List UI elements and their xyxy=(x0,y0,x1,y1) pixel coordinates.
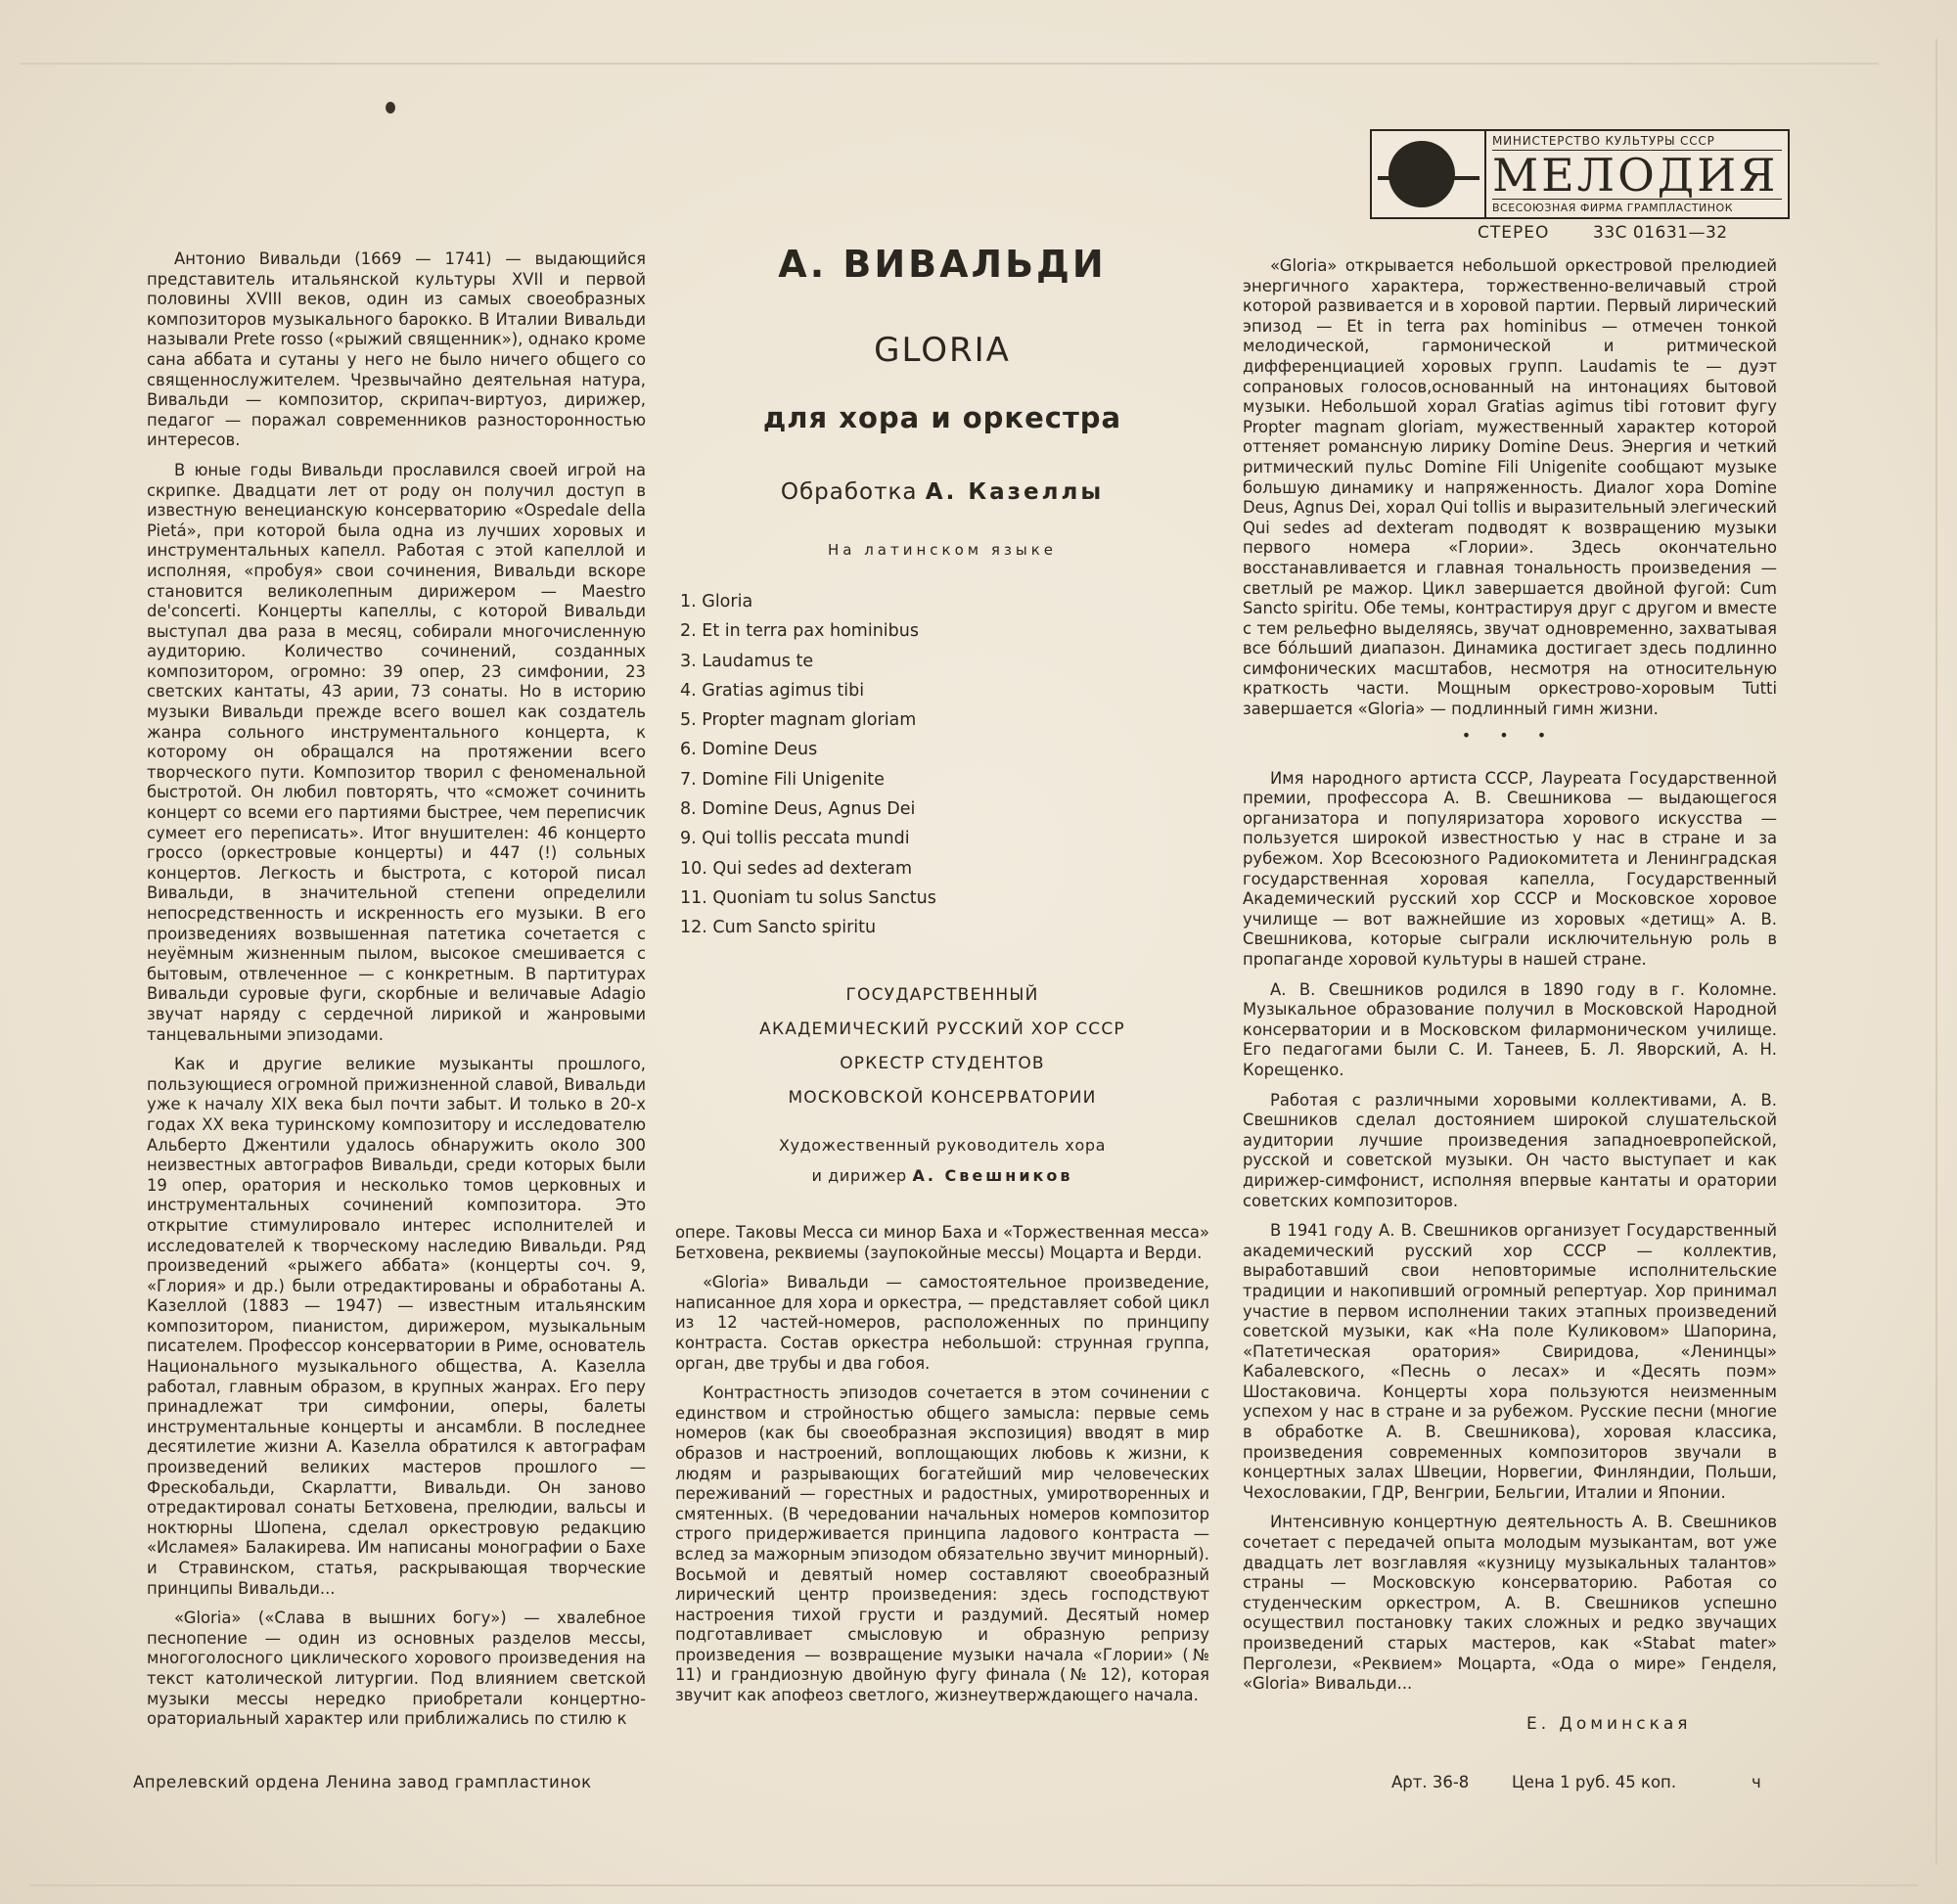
melodiya-emblem-icon xyxy=(1372,131,1486,217)
performer-line: ОРКЕСТР СТУДЕНТОВ xyxy=(840,1054,1045,1073)
paragraph: Интенсивную концертную деятельность А. В. Свешников сочетает с передачей опыта молодым музыкантам, вот уже двадцать лет возглавляя «кузницу музыкальных талантов» страны — Московскую консерваторию. Работая со студенческим оркестром, А. В. Свешников успешно осуществил постановку таких сложных и редко звучащих произведений старых мастеров, как «Stabat mater» Перголези, «Реквием» Моцарта, «Ода о мире» Генделя, «Gloria» Вивальди... xyxy=(1243,1513,1777,1694)
track-item: 1. Gloria xyxy=(680,592,753,612)
arrangement-name: А. Казеллы xyxy=(925,479,1105,505)
catalog-number: 33С 01631—32 xyxy=(1593,223,1728,243)
paragraph: «Gloria» Вивальди — самостоятельное произведение, написанное для хора и оркестра, — представляет собой цикл из 12 частей-номеров, расположенных по принципу контраста. Состав оркестра небольшой: струнная группа, орган, две трубы и два гобоя. xyxy=(675,1273,1209,1373)
track-item: 8. Domine Deus, Agnus Dei xyxy=(680,799,916,820)
ink-spot xyxy=(386,102,395,113)
paragraph: В юные годы Вивальди прославился своей игрой на скрипке. Двадцати лет от роду он получил доступ в известную венецианскую консерваторию «Ospedale della Pietá», при которой была одна из лучших хоровых и инструментальных капелл. Работая с этой капеллой и исполняя, «пробуя» свои сочинения, Вивальди вскоре становится великолепным дирижером — Maestro de'concerti. Концерты капеллы, с которой Вивальди выступал два раза в месяц, собирали многочисленную аудиторию. Количество сочинений, созданных композитором, огромно: 39 опер, 23 симфонии, 23 светских кантаты, 43 арии, 73 сонаты. Но в историю музыки Вивальди прежде всего вошел как создатель жанра сольного инструментального концерта, к которому он обращался на протяжении всего творческого пути. Композитор творил с феноменальной быстротой. Он любил повторять, что «сможет сочинить концерт со всеми его партиями быстрее, чем переписчик сумеет его переписать». Итог внушителен: 46 концерто гроссо (оркестровые концерты) и 447 (!) сольных концертов. Легкость и быстрота, с которой писал Вивальди, в значительной степени определили непосредственность и искренность его музыки. В его произведениях возвышенная патетика сочетается с неуёмным жизненным пылом, высокое смешивается с бытовым, отвлеченное — с конкретным. В партитурах Вивальди суровые фуги, скорбные и величавые Adagio звучат наряду с сердечной лирикой и жанровыми танцевальными эпизодами. xyxy=(147,460,646,1044)
paragraph: В 1941 году А. В. Свешников организует Государственный академический русский хор СССР — коллектив, выработавший свои неповторимые исполнительские традиции и накопивший огромный репертуар. Хор принимал участие в первом исполнении таких этапных произведений советской музыки, как «На поле Куликовом» Шапорина, «Патетическая оратория» Свиридова, «Ленинцы» Кабалевского, «Песнь о лесах» и «Десять поэм» Шостаковича. Концерты хора пользуются неизменным успехом у нас в стране и за рубежом. Русские песни (многие в обработке А. В. Свешникова), хоровая классика, произведения современных композиторов звучали в концертных залах Швеции, Норвегии, Финляндии, Польши, Чехословакии, ГДР, Венгрии, Бельгии, Италии и Японии. xyxy=(1243,1221,1777,1502)
author-signature: Е. Доминская xyxy=(1526,1714,1692,1734)
sleeve-edge-top xyxy=(20,63,1879,65)
melodiya-logo xyxy=(1370,129,1790,219)
paragraph: «Gloria» открывается небольшой оркестровой прелюдией энергичного характера, торжественно-величавый строй которой развивается и в хоровой партии. Первый лирический эпизод — Et in terra pax hominibus — отмечен тонкой мелодической, гармонической и ритмической дифференциацией хоровых групп. Laudamis te — дуэт сопрановых голосов,основанный на интонациях бытовой музыки. Небольшой хорал Gratias agimus tibi готовит фугу Propter magnam gloriam, мужественный характер которой оттеняет романсную лирику Domine Deus. Энергия и четкий ритмический пульс Domine Fili Unigenite сообщают музыке большую динамику и напряженность. Диалог хора Domine Deus, Agnus Dei, хорал Qui tollis и выразительный элегический Qui sedes ad dexteram подводят к возвращению музыки первого номера «Глории». Здесь окончательно восстанавливается и главная тональность произведения — светлый ре мажор. Цикл завершается двойной фугой: Cum Sancto spiritu. Обе темы, контрастируя друг с другом и вместе с тем рельефно выделяясь, звучат одновременно, захватывая все бо́льший диапазон. Динамика достигает здесь подлинно симфонических масштабов, несмотря на относительную краткость части. Мощным оркестрово-хоровым Tutti завершается «Gloria» — подлинный гимн жизни. xyxy=(1243,256,1777,719)
track-item: 7. Domine Fili Unigenite xyxy=(680,769,885,790)
paragraph: «Gloria» («Слава в вышних богу») — хвалебное песнопение — один из основных разделов мессы, многоголосного циклического хорового произведения на текст католической литургии. Под влиянием светской музыки мессы нередко приобретали концертно-ораториальный характер или приближались по стилю к xyxy=(147,1609,646,1729)
track-list xyxy=(680,587,936,943)
performer-line: МОСКОВСКОЙ КОНСЕРВАТОРИИ xyxy=(788,1088,1097,1108)
paragraph: А. В. Свешников родился в 1890 году в г. Коломне. Музыкальное образование получил в Московской Народной консерватории и в Московском филармоническом училище. Его педагогами были С. И. Танеев, Б. Л. Яворский, А. Н. Корещенко. xyxy=(1243,979,1777,1079)
director-credit xyxy=(675,1130,1209,1191)
section-separator: • • • xyxy=(1461,726,1559,745)
right-text-column xyxy=(1243,256,1777,1704)
sleeve-edge-bottom xyxy=(29,1884,1918,1886)
paragraph: опере. Таковы Месса си минор Баха и «Торжественная месса» Бетховена, реквиемы (заупокойные мессы) Моцарта и Верди. xyxy=(675,1223,1209,1262)
paragraph: Как и другие великие музыканты прошлого, пользующиеся огромной прижизненной славой, Вивальди уже к началу XIX века был почти забыт. И только в 20-х годах XX века туринскому композитору и исследователю Альберто Джентили удалось обнаружить около 300 неизвестных автографов Вивальди, среди которых были 19 опер, оратория и несколько томов церковных и инструментальных сочинений композитора. Это открытие стимулировало интерес исполнителей и исследователей к творческому наследию Вивальди. Ряд произведений «рыжего аббата» (концерты соч. 9, «Глория» и др.) были отредактированы и обработаны А. Казеллой (1883 — 1947) — известным итальянским композитором, пианистом, дирижером, музыкальным писателем. Профессор консерватории в Риме, основатель Национального музыкального общества, А. Казелла работал, главным образом, в крупных жанрах. Его перу принадлежат три симфонии, оперы, балеты инструментальные концерты и ансамбли. В последнее десятилетие жизни А. Казелла обратился к автографам произведений великих мастеров прошлого — Фрескобальди, Скарлатти, Вивальди. Он заново отредактировал сонаты Бетховена, прелюдии, вальсы и ноктюрны Шопена, сделал оркестровую редакцию «Исламея» Балакирева. Им написаны монографии о Бахе и Стравинском, статья, раскрывающая творческие принципы Вивальди... xyxy=(147,1055,646,1598)
director-prefix: и дирижер xyxy=(811,1166,907,1185)
track-item: 2. Et in terra pax hominibus xyxy=(680,621,919,642)
track-item: 6. Domine Deus xyxy=(680,740,818,760)
composer-title: А. ВИВАЛЬДИ xyxy=(778,243,1107,286)
director-line-1: Художественный руководитель хора xyxy=(778,1136,1107,1155)
logo-text-block xyxy=(1486,131,1788,217)
director-line-2 xyxy=(675,1160,1209,1191)
language-note: На латинском языке xyxy=(827,541,1057,559)
track-item: 5. Propter magnam gloriam xyxy=(680,710,917,731)
arrangement-line xyxy=(675,479,1209,505)
paragraph: Работая с различными хоровыми коллективами, А. В. Свешников сделал достоянием широкой слушательской аудитории лучшие произведения западноевропейской, русской и советской музыки. Он часто выступает и как дирижер-симфонист, исполняя впервые кантаты и оратории советских композиторов. xyxy=(1243,1090,1777,1210)
logo-ministry: МИНИСТЕРСТВО КУЛЬТУРЫ СССР xyxy=(1492,134,1782,151)
sleeve-edge-right xyxy=(1935,39,1937,1865)
track-item: 9. Qui tollis peccata mundi xyxy=(680,829,910,849)
track-item: 3. Laudamus te xyxy=(680,651,814,671)
track-item: 4. Gratias agimus tibi xyxy=(680,680,865,701)
left-text-column xyxy=(147,249,646,1740)
paragraph: Контрастность эпизодов сочетается в этом сочинении с единством и стройностью общего замысла: первые семь номеров (как бы своеобразная экспозиция) вводят в мир образов и настроений, воплощающих любовь к жизни, к людям и разрывающих богатейший мир человеческих переживаний — горестных и радостных, умиротворенных и смятенных. (В чередовании начальных номеров композитор строго придерживается принципа ладового контраста — вслед за мажорным эпизодом обязательно звучит минорный). Восьмой и девятый номер составляют своеобразный лирический центр произведения: здесь господствуют настроения тихой грусти и раздумий. Десятый номер подготавливает смысловую и образную репризу произведения — возвращение музыки начала «Глории» (№ 11) и грандиозную двойную фугу финала (№ 12), которая звучит как апофеоз светлого, жизнеутверждающего начала. xyxy=(675,1383,1209,1705)
work-subtitle: для хора и оркестра xyxy=(762,401,1122,434)
logo-firm: ВСЕСОЮЗНАЯ ФИРМА ГРАМПЛАСТИНОК xyxy=(1492,199,1782,214)
paragraph: Антонио Вивальди (1669 — 1741) — выдающийся представитель итальянской культуры XVII и первой половины XVIII веков, один из самых своеобразных композиторов музыкального барокко. В Италии Вивальди называли Prete rosso («рыжий священник»), однако кроме сана аббата и сутаны у него не было ничего общего со священнослужителем. Чрезвычайно деятельная натура, Вивальди — композитор, скрипач-виртуоз, дирижер, педагог — поражал современников разносторонностью интересов. xyxy=(147,249,646,450)
performer-line: ГОСУДАРСТВЕННЫЙ xyxy=(845,985,1039,1005)
price-label: Цена 1 руб. 45 коп. xyxy=(1512,1773,1677,1791)
factory-credit: Апрелевский ордена Ленина завод грампластинок xyxy=(133,1773,592,1791)
performer-line: АКАДЕМИЧЕСКИЙ РУССКИЙ ХОР СССР xyxy=(759,1020,1125,1039)
middle-text-column xyxy=(675,1223,1209,1716)
performers-block xyxy=(675,978,1209,1115)
paragraph: Имя народного артиста СССР, Лауреата Государственной премии, профессора А. В. Свешникова — выдающегося организатора и популяризатора хорового искусства — пользуется широкой известностью у нас в стране и за рубежом. Хор Всесоюзного Радиокомитета и Ленинградская государственная хоровая капелла, Государственный Академический русский хор СССР и Московское хоровое училище — вот важнейшие из хоровых «детищ» А. В. Свешникова, которые сыграли исключительную роль в пропаганде хоровой культуры в нашей стране. xyxy=(1243,768,1777,969)
work-title: GLORIA xyxy=(874,331,1011,370)
arrangement-prefix: Обработка xyxy=(780,479,918,505)
track-item: 10. Qui sedes ad dexteram xyxy=(680,858,913,879)
article-number: Арт. 36-8 xyxy=(1391,1773,1470,1791)
print-mark: ч xyxy=(1752,1773,1761,1791)
track-item: 11. Quoniam tu solus Sanctus xyxy=(680,887,936,908)
track-item: 12. Cum Sancto spiritu xyxy=(680,918,877,938)
director-name: А. Свешников xyxy=(912,1166,1073,1185)
stereo-label: СТЕРЕО xyxy=(1478,223,1550,243)
logo-brand: МЕЛОДИЯ xyxy=(1492,148,1779,202)
